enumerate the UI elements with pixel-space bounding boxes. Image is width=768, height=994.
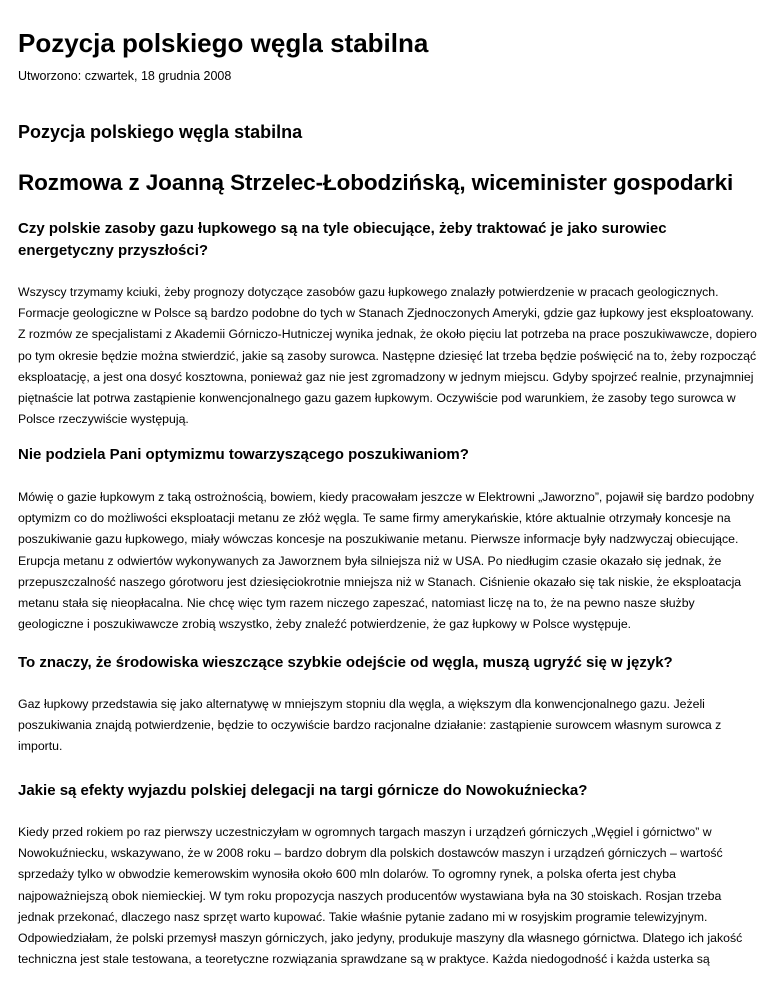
answer-2: Mówię o gazie łupkowym z taką ostrożnością, bowiem, kiedy pracowałam jeszcze w Elektrowni „Jaworzno”, pojawił się bardzo podobny optymizm co do możliwości eksploatacji metanu ze złóż węgla. Te same firmy amerykańskie, które aktualnie otrzymały koncesje na poszukiwanie gazu łupkowego, miały wówczas koncesje na poszukiwanie metanu. Pierwsze informacje były nadzwyczaj obiecujące. Erupcja metanu z odwiertów wykonywanych za Jaworznem była silniejsza niż w USA. Po niedługim czasie okazało się jednak, że przepuszczalność naszego górotworu jest dziesięciokrotnie mniejsza niż w Stanach. Ciśnienie okazało się tak niskie, że eksploatacja metanu stała się nieopłacalna. Nie chcę więc tym razem niczego zapeszać, natomiast liczę na to, że na pewno nasze służby geologiczne i poszukiwawcze zrobią wszystko, żeby znaleźć potwierdzenie, że gaz łupkowy w Polsce występuje. xyxy=(18,490,755,632)
page-title: Pozycja polskiego węgla stabilna xyxy=(18,28,429,58)
answer-4: Kiedy przed rokiem po raz pierwszy uczestniczyłam w ogromnych targach maszyn i urządzeń górniczych „Węgiel i górnictwo” w Nowokuźniecku, wskazywano, że w 2008 roku – bardzo dobrym dla polskich dostawców maszyn i urządzeń górniczych – wartość sprzedaży tylko w obwodzie kemerowskim wynosiła około 600 mln dolarów. To ogromny rynek, a polska oferta jest chyba najpoważniejszą obok niemieckiej. W tym roku propozycja naszych producentów wystawiana była na 30 stoiskach. Rosjan trzeba jednak przekonać, dlaczego nasz sprzęt warto kupować. Takie właśnie pytanie zadano mi w rosyjskim programie telewizyjnym. Odpowiedziałam, że polski przemysł maszyn górniczych, jako jedyny, produkuje maszyny dla własnego górnictwa. Dlatego ich jakość techniczna jest stale testowana, a teoretyczne rozwiązania sprawdzane są w praktyce. Każda niedogodność i każda usterka są xyxy=(18,825,743,967)
question-3: To znaczy, że środowiska wieszczące szybkie odejście od węgla, muszą ugryźć się w język? xyxy=(18,654,673,671)
article-subtitle: Pozycja polskiego węgla stabilna xyxy=(18,122,303,142)
question-2: Nie podziela Pani optymizmu towarzyszącego poszukiwaniom? xyxy=(18,446,469,463)
answer-3: Gaz łupkowy przedstawia się jako alternatywę w mniejszym stopniu dla węgla, a większym dla konwencjonalnego gazu. Jeżeli poszukiwania znajdą potwierdzenie, będzie to oczywiście bardzo racjonalne działanie: zastąpienie surowcem własnym surowca z importu. xyxy=(18,697,722,754)
question-4: Jakie są efekty wyjazdu polskiej delegacji na targi górnicze do Nowokuźniecka? xyxy=(18,782,588,799)
answer-1: Wszyscy trzymamy kciuki, żeby prognozy dotyczące zasobów gazu łupkowego znalazły potwierdzenie w pracach geologicznych. Formacje geologiczne w Polsce są bardzo podobne do tych w Stanach Zjednoczonych Ameryki, gdzie gaz łupkowy jest eksploatowany. Z rozmów ze specjalistami z Akademii Górniczo-Hutniczej wynika jednak, że około pięciu lat potrzeba na prace poszukiwawcze, dopiero po tym okresie będzie można stwierdzić, jakie są zasoby surowca. Następne dziesięć lat trzeba będzie poświęcić na to, żeby rozpocząć eksploatację, a jest ona dosyć kosztowna, ponieważ gaz nie jest zgromadzony w jednym miejscu. Gdyby spojrzeć realnie, przynajmniej piętnaście lat potrwa zastąpienie konwencjonalnego gazu gazem łupkowym. Oczywiście pod warunkiem, że zasoby tego surowca w Polsce rzeczywiście występują. xyxy=(18,285,757,427)
interview-title: Rozmowa z Joanną Strzelec-Łobodzińską, wiceminister gospodarki xyxy=(18,170,734,195)
question-1: Czy polskie zasoby gazu łupkowego są na tyle obiecujące, żeby traktować je jako surowiec energetyczny przyszłości? xyxy=(18,220,667,259)
created-date: Utworzono: czwartek, 18 grudnia 2008 xyxy=(18,69,232,83)
